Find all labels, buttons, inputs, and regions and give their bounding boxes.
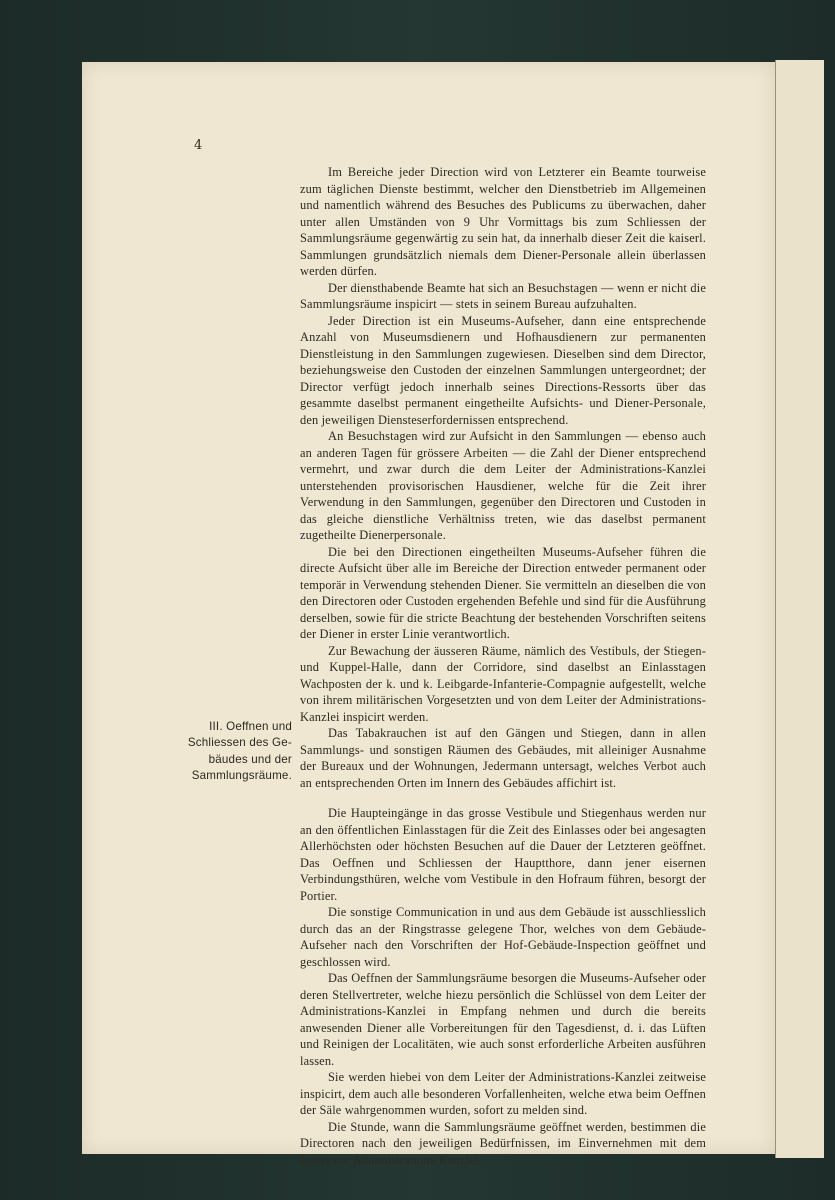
paragraph: Sie werden hiebei von dem Leiter der Administrations-Kanzlei zeitweise inspicirt, dem auch alle besonderen Vorfallenheiten, welche etwa beim Oeffnen der Säle wahrgenommen wurden, sofort zu melden sind. — [300, 1070, 706, 1117]
facing-page-edge — [775, 60, 824, 1158]
paragraph: Die Haupteingänge in das grosse Vestibule und Stiegenhaus werden nur an den öffentlichen Einlasstagen für die Zeit des Einlasses oder bei angesagten Allerhöchsten oder höchsten Besuchen auf die Dauer der Letzteren geöffnet. Das Oeffnen und Schliessen der Hauptthore, dann jener eisernen Verbindungsthüren, welche vom Vestibule in den Hofraum führen, besorgt der Portier. — [300, 806, 706, 903]
body-text — [300, 164, 706, 1168]
sidenote-line: bäudes und der — [208, 752, 292, 766]
paragraph: Zur Bewachung der äusseren Räume, nämlich des Vestibuls, der Stiegen- und Kuppel-Halle, dann der Corridore, sind daselbst an Einlasstagen Wachposten der k. und k. Leibgarde-Infanterie-Compagnie aufgestellt, welche von ihrem militärischen Vorgesetzten und von dem Leiter der Administrations-Kanzlei inspicirt werden. — [300, 643, 706, 724]
paragraph: Die Stunde, wann die Sammlungsräume geöffnet werden, bestimmen die Directoren nach den jeweiligen Bedürfnissen, im Einvernehmen mit dem Leiter der Administrations-Kanzlei. — [300, 1119, 706, 1167]
sidenote-line: III. Oeffnen und — [209, 720, 292, 733]
paragraph: Jeder Direction ist ein Museums-Aufseher, dann eine entsprechende Anzahl von Museumsdienern und Hofhausdienern zur permanenten Dienstleistung in den Sammlungen zugewiesen. Dieselben sind dem Director, beziehungsweise den Custoden der einzelnen Sammlungen untergeordnet; der Director verfügt jedoch innerhalb seines Directions-Ressorts über das gesammte daselbst permanent eingetheilte Aufsichts- und Diener-Personale, den jeweiligen Diensteserfordernissen entsprechend. — [300, 313, 706, 427]
paragraph: Die sonstige Communication in und aus dem Gebäude ist ausschliesslich durch das an der Ringstrasse gelegene Thor, welches von dem Gebäude-Aufseher nach den Vorschriften der Hof-Gebäude-Inspection geöffnet und geschlossen wird. — [300, 905, 706, 969]
sidenote-line: Sammlungsräume. — [191, 769, 292, 783]
section-gap — [300, 791, 706, 805]
page-number: 4 — [194, 138, 203, 153]
sidenote-line: Schliessen des Ge- — [187, 736, 292, 750]
paragraph: Das Tabakrauchen ist auf den Gängen und Stiegen, dann in allen Sammlungs- und sonstigen Räumen des Gebäudes, mit alleiniger Ausnahme der Bureaux und der Wohnungen, Jedermann untersagt, welches Verbot auch an entsprechenden Orten im Innern des Gebäudes affichirt ist. — [300, 726, 706, 790]
section-sidenote — [186, 719, 292, 785]
paragraph: Das Oeffnen der Sammlungsräume besorgen die Museums-Aufseher oder deren Stellvertreter, welche hiezu persönlich die Schlüssel von dem Leiter der Administrations-Kanzlei in Empfang nehmen und durch die bereits anwesenden Diener alle Vorbereitungen für den Tagesdienst, d. i. das Lüften und Reinigen der Localitäten, wie auch sonst erforderliche Arbeiten ausführen lassen. — [300, 971, 706, 1068]
paragraph: Der diensthabende Beamte hat sich an Besuchstagen — wenn er nicht die Sammlungsräume inspicirt — stets in seinem Bureau aufzuhalten. — [300, 280, 706, 311]
paragraph: An Besuchstagen wird zur Aufsicht in den Sammlungen — ebenso auch an anderen Tagen für grössere Arbeiten — die Zahl der Diener entsprechend vermehrt, und zwar durch die dem Leiter der Administrations-Kanzlei unterstehenden provisorischen Hausdiener, welche für die Zeit ihrer Verwendung in den Sammlungen, gegenüber den Directoren und Custoden in das gleiche dienstliche Verhältniss treten, wie das daselbst permanent zugetheilte Dienerpersonale. — [300, 429, 706, 542]
paragraph: Im Bereiche jeder Direction wird von Letzterer ein Beamte tourweise zum täglichen Dienste bestimmt, welcher den Dienstbetrieb im Allgemeinen und namentlich während des Besuches des Publicums zu überwachen, daher unter allen Umständen von 9 Uhr Vormittags bis zum Schliessen der Sammlungsräume gegenwärtig zu sein hat, da innerhalb dieser Zeit die kaiserl. Sammlungen grundsätzlich niemals dem Diener-Personale allein überlassen werden dürfen. — [300, 165, 706, 278]
paragraph: Die bei den Directionen eingetheilten Museums-Aufseher führen die directe Aufsicht über alle im Bereiche der Direction entweder permanent oder temporär in Verwendung stehenden Diener. Sie vermitteln an dieselben die von den Directoren oder Custoden ergehenden Befehle und sind für die Ausführung derselben, sowie für die stricte Beachtung der bestehenden Vorschriften seitens der Diener in erster Linie verantwortlich. — [300, 544, 706, 641]
